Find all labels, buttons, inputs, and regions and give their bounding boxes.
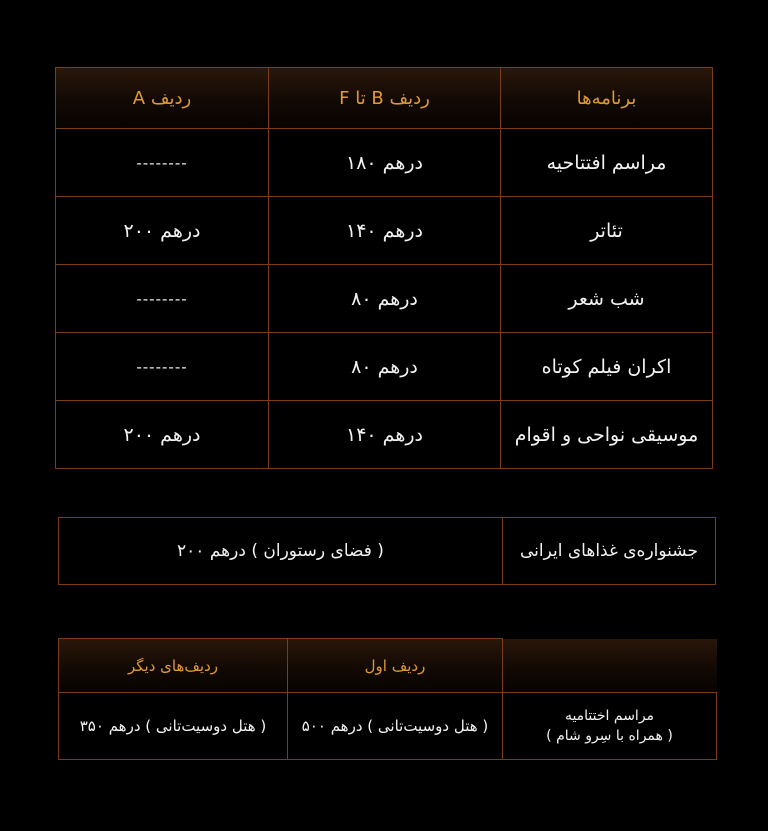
rows-b-f-price: درهم ۸۰	[269, 265, 501, 333]
row-a-price: درهم ۲۰۰	[56, 197, 269, 265]
header-other-rows: ردیف‌های دیگر	[59, 639, 288, 693]
table-row	[56, 401, 713, 469]
row-a-price: --------	[56, 333, 269, 401]
food-festival-table	[58, 517, 716, 585]
program-name: موسیقی نواحی و اقوام	[501, 401, 713, 469]
table-row	[56, 265, 713, 333]
row-a-price: --------	[56, 129, 269, 197]
table-row	[59, 518, 716, 585]
rows-b-f-price: درهم ۱۸۰	[269, 129, 501, 197]
other-rows-price: ( هتل دوسیت‌تانی ) درهم ۳۵۰	[59, 693, 288, 760]
closing-ceremony-note: ( همراه با سِرو شام )	[546, 728, 673, 744]
closing-ceremony-title: مراسم اختتامیه	[564, 708, 655, 724]
header-rows-b-f: ردیف B تا F	[269, 68, 501, 129]
table-row	[59, 693, 717, 760]
food-festival-label: جشنواره‌ی غذاهای ایرانی	[503, 518, 716, 585]
closing-ceremony-table	[58, 638, 717, 760]
program-name: شب شعر	[501, 265, 713, 333]
program-name: تئاتر	[501, 197, 713, 265]
row-a-price: درهم ۲۰۰	[56, 401, 269, 469]
table-row	[56, 197, 713, 265]
header-first-row: ردیف اول	[288, 639, 503, 693]
table-row	[56, 333, 713, 401]
program-name: مراسم افتتاحیه	[501, 129, 713, 197]
header-row-a: ردیف A	[56, 68, 269, 129]
price-table-header	[56, 68, 713, 129]
header-empty-cell	[503, 639, 717, 693]
row-a-price: --------	[56, 265, 269, 333]
header-programs: برنامه‌ها	[501, 68, 713, 129]
first-row-price: ( هتل دوسیت‌تانی ) درهم ۵۰۰	[288, 693, 503, 760]
rows-b-f-price: درهم ۱۴۰	[269, 197, 501, 265]
food-festival-price: ( فضای رستوران ) درهم ۲۰۰	[59, 518, 503, 585]
closing-ceremony-label	[503, 693, 717, 760]
price-table	[55, 67, 713, 469]
table-row	[56, 129, 713, 197]
program-name: اکران فیلم کوتاه	[501, 333, 713, 401]
rows-b-f-price: درهم ۸۰	[269, 333, 501, 401]
rows-b-f-price: درهم ۱۴۰	[269, 401, 501, 469]
closing-table-header	[59, 639, 717, 693]
